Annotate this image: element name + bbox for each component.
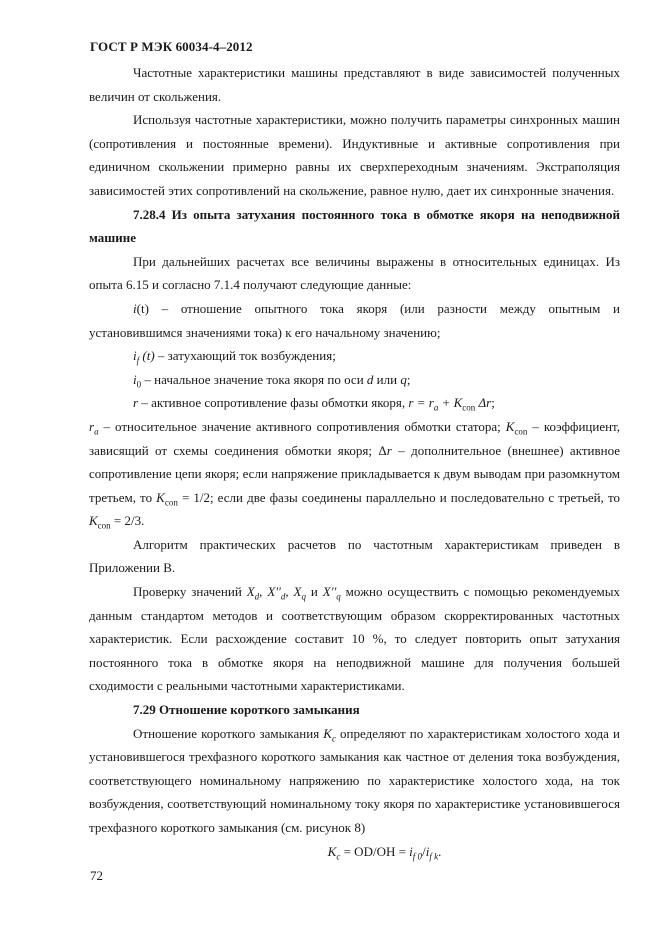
- section-heading-7-28-4: 7.28.4 Из опыта затухания постоянного тока в обмотке якоря на неподвижной машине: [89, 206, 620, 246]
- paragraph-relative-units: При дальнейших расчетах все величины выражены в относительных единицах. Из опыта 6.15 и согласно 7.1.4 получают следующие данные:: [89, 253, 620, 293]
- definition-i-t: i(t) – отношение опытного тока якоря (или разности между опытным и установившимся значениями тока) к его начальному значению;: [89, 300, 620, 340]
- paragraph-algorithm-appendix: Алгоритм практических расчетов по частотным характеристикам приведен в Приложении В.: [89, 536, 620, 576]
- definition-if-t: $i_f$ (t) – затухающий ток возбуждения;: [133, 348, 336, 366]
- formula-kc: $K_c = OD/OH = i_{f 0}/i_{f k}$.: [327, 843, 442, 862]
- document-header: ГОСТ Р МЭК 60034-4–2012: [90, 39, 253, 54]
- paragraph-short-circuit-ratio: Отношение короткого замыкания $K_c$ определяют по характеристикам холостого хода и установившегося трехфазного короткого замыкания как частное от деления тока возбуждения, соответствующего номинальному напряжению по характеристике холостого хода, на ток возбуждения, соответствующий номинальному току якоря по характеристике установившегося трехфазного короткого замыкания (см. рисунок 8): [89, 725, 620, 835]
- paragraph-frequency-characteristics: Частотные характеристики машины представляют в виде зависимостей полученных величин от скольжения.: [89, 65, 620, 104]
- page-number: 72: [90, 868, 103, 883]
- section-heading-7-29: 7.29 Отношение короткого замыкания: [133, 702, 360, 718]
- definition-r: r – активное сопротивление фазы обмотки якоря, $r = r_a + K_{con}$ Δr;: [133, 395, 495, 413]
- paragraph-verification: Проверку значений $X_d$, $X''_d$, $X_q$ и $X''_q$ можно осуществить с помощью рекомендуемых данным стандартом методов и соответствующим образом скорректированных частотных характеристик. Если расхождение составит 10 %, то следует повторить опыт затухания постоянного тока в обмотке якоря на неподвижной машине для получения большей сходимости с реальными частотными характеристиками.: [89, 584, 621, 694]
- document-body: [89, 61, 620, 863]
- paragraph-ra-definition: $r_a$ – относительное значение активного сопротивления обмотки статора; $K_{con}$ – коэффициент, зависящий от схемы соединения обмотки якоря; Δr – дополнительное (внешнее) активное сопротивление цепи якоря; если напряжение прикладывается к двум выводам при разомкнутом третьем, то $K_{con} = 1/2$; если две фазы соединены параллельно и последовательно с третьей, то $K_{con} = 2/3$.: [89, 418, 620, 531]
- definition-i0: $i_0$ – начальное значение тока якоря по оси d или q;: [133, 371, 411, 390]
- paragraph-synchronous-parameters: Используя частотные характеристики, можно получить параметры синхронных машин (сопротивления и постоянные времени). Индуктивные и активные сопротивления при единичном скольжении примерно равны их сверхпереходным значениям. Экстраполяция зависимостей этих сопротивлений на скольжение, равное нулю, дает их синхронные значения.: [89, 112, 620, 198]
